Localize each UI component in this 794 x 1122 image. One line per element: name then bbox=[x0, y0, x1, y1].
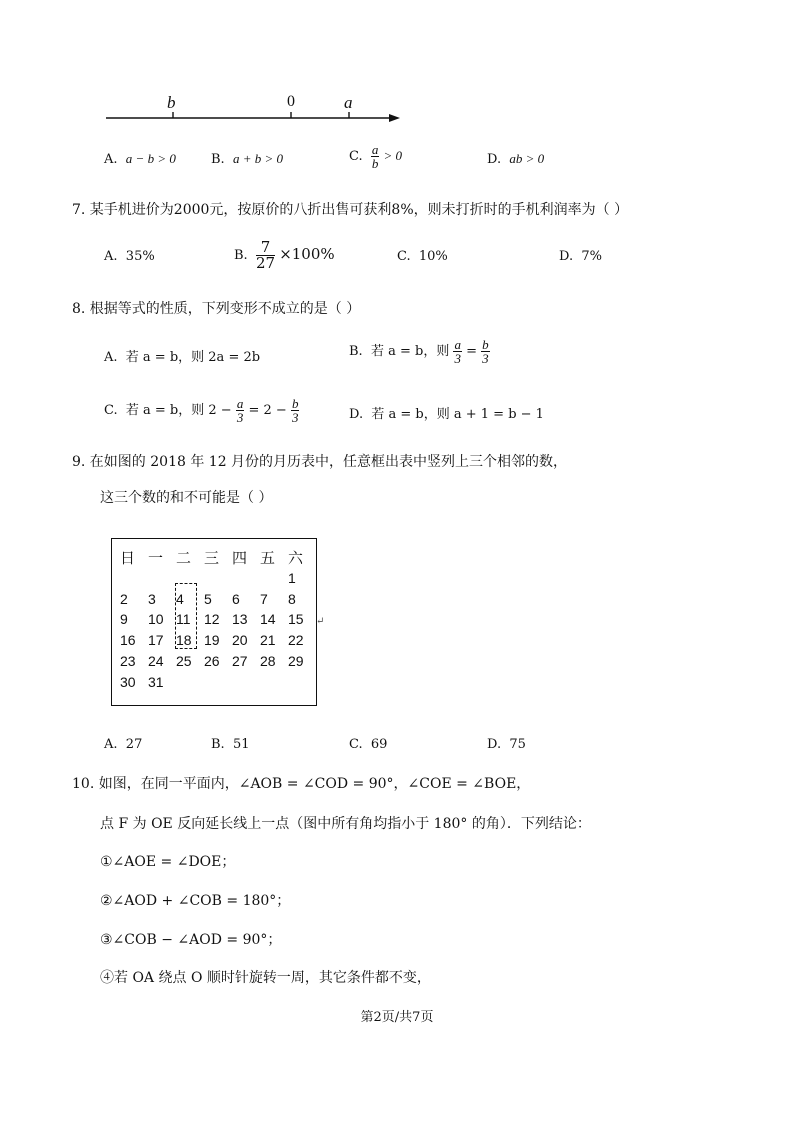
q6-option-b[interactable] bbox=[211, 151, 283, 167]
q10-conclusion-4: ④若 OA 绕点 O 顺时针旋转一周，其它条件都不变， bbox=[100, 970, 431, 986]
q7-option-c[interactable] bbox=[397, 249, 448, 264]
q6-option-d-text: ab > 0 bbox=[509, 151, 545, 166]
q9-stem-line-1: 9. 在如图的 2018 年 12 月份的月历表中，任意框出表中竖列上三个相邻的数， bbox=[72, 454, 568, 470]
calendar-table bbox=[111, 538, 317, 706]
calendar-header-wed: 三 bbox=[204, 549, 220, 567]
q6-option-d[interactable] bbox=[487, 151, 544, 167]
calendar-day: 27 bbox=[232, 653, 248, 669]
q8-option-d-label: D. bbox=[349, 407, 364, 422]
q9-stem-line-2: 这三个数的和不可能是（ ） bbox=[100, 490, 273, 506]
q8-option-c-middle: = 2 − bbox=[248, 403, 287, 418]
q9-option-b[interactable] bbox=[211, 737, 250, 752]
q8-option-b-equals: = bbox=[466, 344, 478, 359]
q7-option-c-label: C. bbox=[397, 249, 411, 264]
q9-option-b-label: B. bbox=[211, 737, 225, 752]
q8-option-b[interactable] bbox=[349, 338, 490, 365]
q8-option-a[interactable] bbox=[104, 346, 260, 365]
calendar-day: 8 bbox=[288, 591, 296, 607]
q7-option-d[interactable] bbox=[559, 249, 602, 264]
q7-option-b-denominator: 27 bbox=[255, 254, 276, 272]
calendar-day: 28 bbox=[260, 653, 276, 669]
q6-option-b-text: a + b > 0 bbox=[232, 151, 283, 166]
number-line-label-a: a bbox=[344, 93, 353, 112]
calendar-day: 20 bbox=[232, 632, 248, 648]
q9-option-c-text: 69 bbox=[370, 737, 388, 752]
calendar-day: 31 bbox=[148, 674, 164, 690]
calendar-day: 30 bbox=[120, 674, 136, 690]
q8-option-c[interactable] bbox=[104, 397, 299, 424]
calendar-day: 7 bbox=[260, 591, 268, 607]
calendar-header-fri: 五 bbox=[260, 549, 276, 567]
q6-option-c-numerator: a bbox=[371, 142, 379, 157]
calendar-day: 13 bbox=[232, 611, 248, 627]
q6-option-b-label: B. bbox=[211, 152, 225, 167]
calendar-day: 6 bbox=[232, 591, 240, 607]
q9-option-d-text: 75 bbox=[509, 737, 526, 752]
q8-option-a-label: A. bbox=[104, 350, 118, 365]
number-line-label-b: b bbox=[167, 93, 176, 112]
q10-conclusion-2: ②∠AOD + ∠COB = 180°； bbox=[100, 893, 291, 909]
q7-option-b[interactable] bbox=[234, 240, 335, 271]
q8-option-c-prefix: 若 a = b，则 2 − bbox=[125, 403, 232, 418]
q10-stem-line-1: 10. 如图，在同一平面内，∠AOB = ∠COD = 90°，∠COE = ∠BOE， bbox=[72, 776, 531, 792]
q9-option-c-label: C. bbox=[349, 737, 363, 752]
calendar-day: 16 bbox=[120, 632, 136, 648]
calendar-day: 9 bbox=[120, 611, 128, 627]
q9-option-b-text: 51 bbox=[232, 737, 250, 752]
q6-option-c-denominator: b bbox=[371, 156, 379, 171]
q9-option-d[interactable] bbox=[487, 737, 526, 752]
calendar-day: 24 bbox=[148, 653, 164, 669]
q7-option-b-rest: ×100% bbox=[279, 245, 335, 263]
calendar-header-sun: 日 bbox=[120, 549, 136, 567]
q7-option-b-fraction bbox=[256, 240, 275, 271]
q6-option-c-rest: > 0 bbox=[383, 148, 403, 163]
calendar-day: 14 bbox=[260, 611, 276, 627]
calendar-day: 19 bbox=[204, 632, 220, 648]
q9-option-c[interactable] bbox=[349, 737, 387, 752]
q6-option-a-label: A. bbox=[104, 152, 118, 167]
q8-option-b-fraction-1 bbox=[453, 338, 462, 365]
calendar-day: 2 bbox=[120, 591, 128, 607]
calendar-day: 21 bbox=[260, 632, 276, 648]
return-mark-icon: ↵ bbox=[316, 616, 325, 627]
q10-conclusion-1: ①∠AOE = ∠DOE； bbox=[100, 854, 236, 870]
q8-option-c-fraction-2 bbox=[291, 397, 300, 424]
q7-option-b-label: B. bbox=[234, 248, 248, 263]
calendar-day: 22 bbox=[288, 632, 304, 648]
q7-option-c-text: 10% bbox=[418, 249, 448, 264]
q6-option-a-text: a − b > 0 bbox=[125, 151, 176, 166]
calendar-header-sat: 六 bbox=[288, 549, 304, 567]
q10-stem-line-2: 点 F 为 OE 反向延长线上一点（图中所有角均指小于 180° 的角）．下列结论： bbox=[100, 816, 591, 832]
calendar-day: 11 bbox=[176, 611, 191, 627]
q8-option-d[interactable] bbox=[349, 403, 544, 422]
q6-option-c-label: C. bbox=[349, 149, 363, 164]
number-line bbox=[100, 95, 410, 127]
q8-option-a-text: 若 a = b，则 2a = 2b bbox=[125, 350, 261, 365]
q8-stem: 8. 根据等式的性质，下列变形不成立的是（ ） bbox=[72, 301, 361, 317]
q6-option-c-fraction bbox=[371, 143, 380, 170]
q8-option-c-numerator-2: b bbox=[291, 396, 299, 411]
calendar-day: 1 bbox=[288, 570, 296, 586]
q9-option-a-label: A. bbox=[104, 737, 118, 752]
q7-option-a[interactable] bbox=[104, 249, 155, 264]
q8-option-c-denominator-2: 3 bbox=[291, 410, 299, 425]
q9-option-a[interactable] bbox=[104, 737, 142, 752]
q6-option-c[interactable] bbox=[349, 143, 402, 170]
calendar-day: 29 bbox=[288, 653, 304, 669]
q7-option-d-label: D. bbox=[559, 249, 574, 264]
q7-option-d-text: 7% bbox=[581, 249, 602, 264]
q10-conclusion-3: ③∠COB − ∠AOD = 90°； bbox=[100, 932, 282, 948]
calendar-day: 5 bbox=[204, 591, 212, 607]
calendar-day: 17 bbox=[148, 632, 164, 648]
q8-option-c-numerator-1: a bbox=[236, 396, 244, 411]
calendar-day: 10 bbox=[148, 611, 164, 627]
calendar-day: 26 bbox=[204, 653, 220, 669]
q9-option-d-label: D. bbox=[487, 737, 502, 752]
q6-option-a[interactable] bbox=[104, 151, 176, 167]
number-line-axis bbox=[100, 95, 410, 127]
q8-option-c-denominator-1: 3 bbox=[236, 410, 244, 425]
calendar-day: 23 bbox=[120, 653, 136, 669]
calendar-day: 25 bbox=[176, 653, 192, 669]
q8-option-b-fraction-2 bbox=[481, 338, 490, 365]
q9-option-a-text: 27 bbox=[125, 737, 143, 752]
number-line-label-zero: 0 bbox=[287, 93, 295, 110]
calendar-day: 3 bbox=[148, 591, 156, 607]
calendar-header-mon: 一 bbox=[148, 549, 164, 567]
q8-option-c-label: C. bbox=[104, 403, 118, 418]
calendar-header-thu: 四 bbox=[232, 549, 248, 567]
q8-option-b-denominator-2: 3 bbox=[482, 351, 489, 366]
q8-option-d-text: 若 a = b，则 a + 1 = b − 1 bbox=[371, 407, 544, 422]
q8-option-b-numerator-1: a bbox=[454, 337, 461, 352]
q7-stem: 7. 某手机进价为2000元，按原价的八折出售可获利8%，则未打折时的手机利润率为（ ） bbox=[72, 202, 629, 218]
q8-option-c-fraction-1 bbox=[236, 397, 245, 424]
q8-option-b-label: B. bbox=[349, 344, 363, 359]
q8-option-b-numerator-2: b bbox=[482, 337, 489, 352]
q7-option-a-label: A. bbox=[104, 249, 118, 264]
q7-option-a-text: 35% bbox=[125, 249, 155, 264]
q6-option-d-label: D. bbox=[487, 152, 502, 167]
calendar-day: 18 bbox=[176, 632, 192, 648]
calendar-day: 4 bbox=[176, 591, 184, 607]
calendar-day: 15 bbox=[288, 611, 304, 627]
calendar-day: 12 bbox=[204, 611, 220, 627]
q7-option-b-numerator: 7 bbox=[256, 240, 275, 256]
q8-option-b-prefix: 若 a = b，则 bbox=[370, 344, 450, 359]
page-footer: 第2页/共7页 bbox=[360, 1010, 434, 1025]
calendar-header-tue: 二 bbox=[176, 549, 192, 567]
q8-option-b-denominator-1: 3 bbox=[454, 351, 461, 366]
calendar-selection-box bbox=[175, 583, 197, 649]
